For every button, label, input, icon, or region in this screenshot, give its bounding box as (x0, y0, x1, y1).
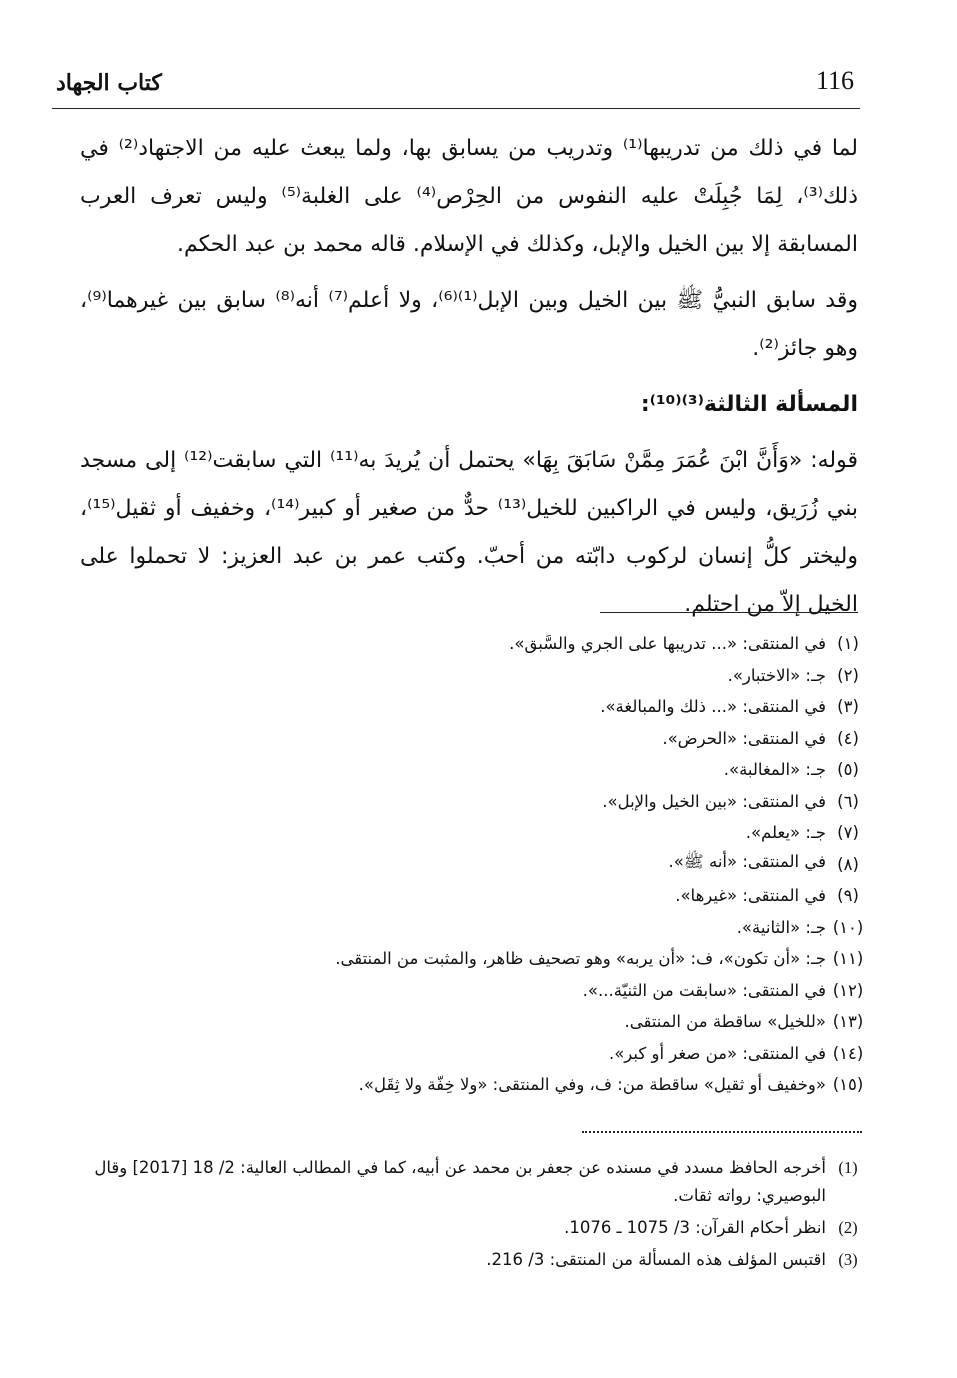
header-divider (52, 108, 860, 109)
footnote-row (240, 849, 870, 881)
footnote-text: في المنتقى: «من صغر أو كبر». (608, 1043, 826, 1063)
footnote-text: في المنتقى: «غيرها». (675, 886, 826, 906)
section-heading: المسألة الثالثة⁽³⁾⁽¹⁰⁾: (640, 392, 858, 417)
footnote-text: في المنتقى: «بين الخيل والإبل». (602, 791, 826, 811)
footnotes-divider (600, 612, 858, 613)
editor-notes (60, 1154, 870, 1278)
footnote-row (240, 817, 870, 849)
footnote-text: «للخيل» ساقطة من المنتقى. (624, 1012, 826, 1032)
footnote-number: (٧) (837, 823, 859, 843)
footnote-text: في المنتقى: «أنه ﷺ». (668, 852, 826, 872)
note-row (60, 1214, 870, 1242)
footnote-number: (٦) (837, 791, 859, 811)
footnote-row (240, 943, 870, 975)
footnote-text: في المنتقى: «سابقت من الثنيّة...». (582, 980, 826, 1000)
footnote-number: (٨) (837, 854, 859, 874)
page-number: 116 (816, 66, 855, 95)
note-text: انظر أحكام القرآن: 3/ 1075 ـ 1076. (564, 1218, 826, 1237)
footnote-number: (٤) (837, 728, 859, 748)
footnote-text: جـ: «يعلم». (745, 823, 826, 843)
footnote-text: جـ: «الاختبار». (727, 665, 826, 685)
footnote-number: (١٣) (832, 1012, 864, 1032)
notes-dotted-divider (582, 1131, 862, 1133)
note-row (60, 1154, 870, 1210)
footnote-number: (١٢) (832, 980, 864, 1000)
footnote-row (240, 1006, 870, 1038)
footnote-row (240, 912, 870, 944)
footnote-text: جـ: «المغالبة». (723, 760, 826, 780)
footnote-number: (١٥) (832, 1075, 864, 1095)
footnote-row (240, 660, 870, 692)
paragraph-3: قوله: «وَأَنَّ ابْنَ عُمَرَ مِمَّنْ سَابَقَ بِهَا» يحتمل أن يُريدَ به⁽¹¹⁾ التي سابقت⁽¹²⁾ إلى مسجد بني زُرَيق، وليس في الراكبين للخيل⁽¹³⁾ حدٌّ من صغير أو كبير⁽¹⁴⁾، وخفيف أو ثقيل⁽¹⁵⁾، وليختر كلُّ إنسان لركوب دابّته من أحبّ. وكتب عمر بن عبد العزيز: لا تحملوا على الخيل إلاّ من احتلم. (80, 448, 858, 617)
footnote-number: (٢) (837, 665, 859, 685)
note-text: أخرجه الحافظ مسدد في مسنده عن جعفر بن محمد عن أبيه، كما في المطالب العالية: 2/ 18 [2017] وقال البوصيري: رواته ثقات. (94, 1158, 826, 1205)
footnote-number: (٣) (837, 697, 859, 717)
note-number: (1) (838, 1158, 858, 1177)
manuscript-footnotes (240, 628, 870, 1101)
footnote-row (240, 1069, 870, 1101)
footnote-text: جـ: «الثانية». (736, 917, 826, 937)
footnote-row (240, 754, 870, 786)
footnote-text: «وخفيف أو ثقيل» ساقطة من: ف، وفي المنتقى: «ولا خِفّة ولا ثِقَل». (358, 1075, 826, 1095)
footnote-text: جـ: «أن تكون»، ف: «أن يربه» وهو تصحيف ظاهر، والمثبت من المنتقى. (335, 949, 826, 969)
page-header (48, 66, 860, 106)
footnote-number: (١١) (832, 949, 864, 969)
running-title: كتاب الجهاد (56, 70, 162, 96)
footnote-row (240, 1038, 870, 1070)
footnote-number: (١٠) (832, 917, 864, 937)
footnote-row (240, 880, 870, 912)
footnote-number: (٥) (837, 760, 859, 780)
footnote-row (240, 691, 870, 723)
footnote-text: في المنتقى: «... ذلك والمبالغة». (600, 697, 826, 717)
note-number: (3) (838, 1250, 858, 1269)
footnote-text: في المنتقى: «الحرض». (662, 728, 826, 748)
footnote-row (240, 975, 870, 1007)
footnote-text: في المنتقى: «... تدريبها على الجري والسَّبق». (509, 634, 826, 654)
paragraph-2: وقد سابق النبيُّ ﷺ بين الخيل وبين الإبل⁽¹⁾⁽⁶⁾، ولا أعلم⁽⁷⁾ أنه⁽⁸⁾ سابق بين غيرهما⁽⁹⁾، وهو جائز⁽²⁾. (80, 288, 858, 361)
note-row (60, 1246, 870, 1274)
note-text: اقتبس المؤلف هذه المسألة من المنتقى: 3/ 216. (486, 1250, 826, 1269)
footnote-number: (١٤) (832, 1043, 864, 1063)
footnote-row (240, 723, 870, 755)
footnote-number: (٩) (837, 886, 859, 906)
paragraph-1: لما في ذلك من تدريبها⁽¹⁾ وتدريب من يسابق بها، ولما يبعث عليه من الاجتهاد⁽²⁾ في ذلك⁽³⁾، لِمَا جُبِلَتْ عليه النفوس من الحِرْص⁽⁴⁾ على الغلبة⁽⁵⁾ وليس تعرف العرب المسابقة إلا بين الخيل والإبل، وكذلك في الإسلام. قاله محمد بن عبد الحكم. (80, 136, 859, 257)
footnote-row (240, 786, 870, 818)
footnote-number: (١) (837, 634, 859, 654)
note-number: (2) (838, 1218, 858, 1237)
main-text (80, 125, 858, 637)
footnote-row (240, 628, 870, 660)
